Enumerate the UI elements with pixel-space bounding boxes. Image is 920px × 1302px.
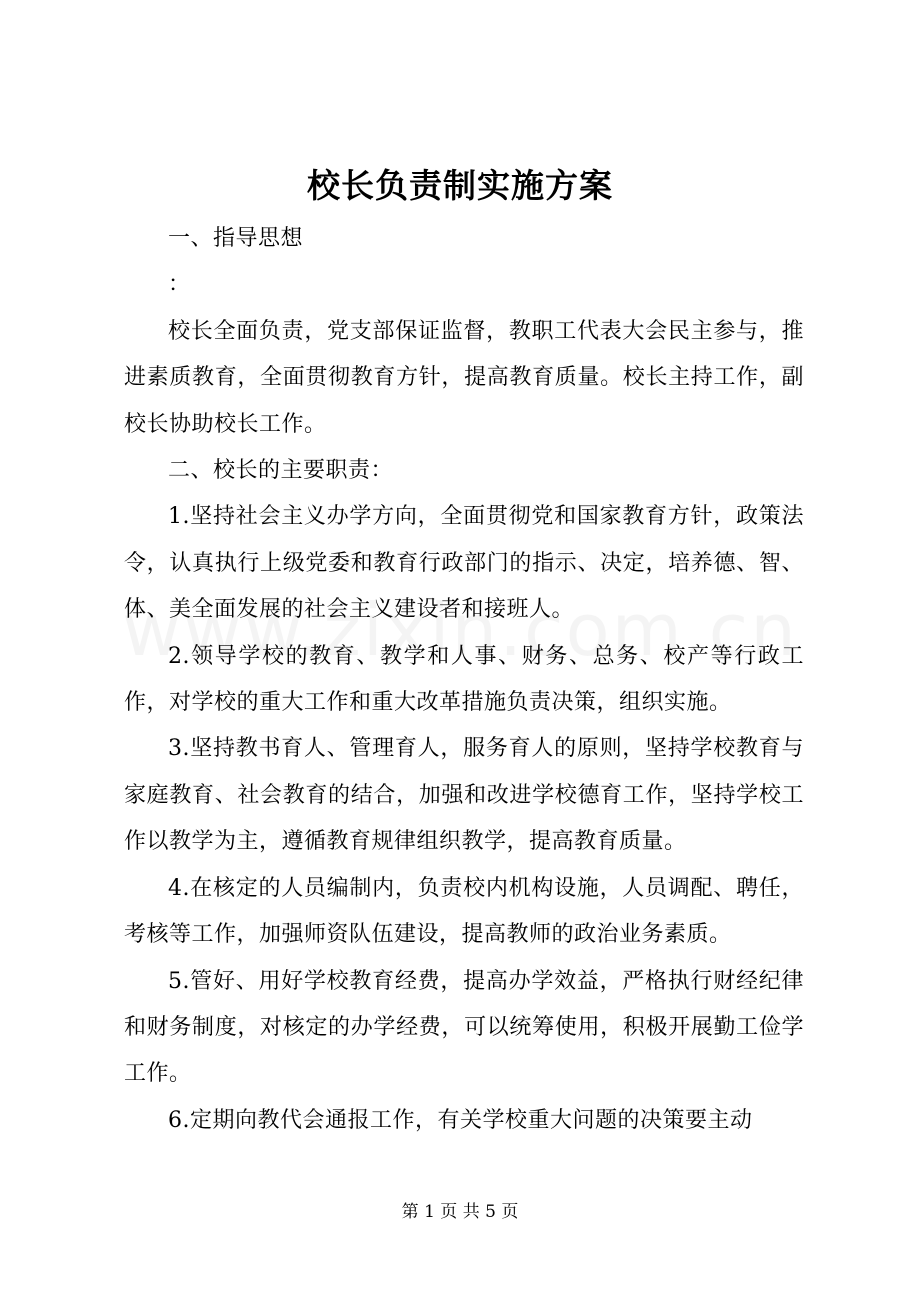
document-title: 校长负责制实施方案 — [307, 166, 613, 205]
section-heading-guiding-thought: 一、指导思想 — [168, 226, 304, 251]
duty-item-6: 6.定期向教代会通报工作，有关学校重大问题的决策要主动 — [168, 1107, 753, 1133]
paragraph-principal-responsibility: 校长全面负责，党支部保证监督，教职工代表大会民主参与，推进素质教育，全面贯彻教育方针，提高教育质量。校长主持工作，副校长协助校长工作。 — [124, 318, 804, 437]
duty-item-2: 2.领导学校的教育、教学和人事、财务、总务、校产等行政工作，对学校的重大工作和重大改革措施负责决策，组织实施。 — [124, 643, 804, 716]
duty-item-1: 1.坚持社会主义办学方向，全面贯彻党和国家教育方针，政策法令，认真执行上级党委和教育行政部门的指示、决定，培养德、智、体、美全面发展的社会主义建设者和接班人。 — [124, 504, 804, 623]
section-heading-main-duties: 二、校长的主要职责： — [168, 458, 394, 484]
page-number-footer: 第 1 页 共 5 页 — [401, 1202, 519, 1222]
duty-item-5: 5.管好、用好学校教育经费，提高办学效益，严格执行财经纪律和财务制度，对核定的办学经费，可以统筹使用，积极开展勤工俭学工作。 — [124, 968, 804, 1087]
colon-line: ： — [168, 272, 191, 298]
document-body — [124, 216, 804, 1144]
duty-item-3: 3.坚持教书育人、管理育人，服务育人的原则，坚持学校教育与家庭教育、社会教育的结合，加强和改进学校德育工作，坚持学校工作以教学为主，遵循教育规律组织教学，提高教育质量。 — [124, 736, 804, 855]
duty-item-4: 4.在核定的人员编制内，负责校内机构设施，人员调配、聘任，考核等工作，加强师资队伍建设，提高教师的政治业务素质。 — [124, 875, 804, 948]
